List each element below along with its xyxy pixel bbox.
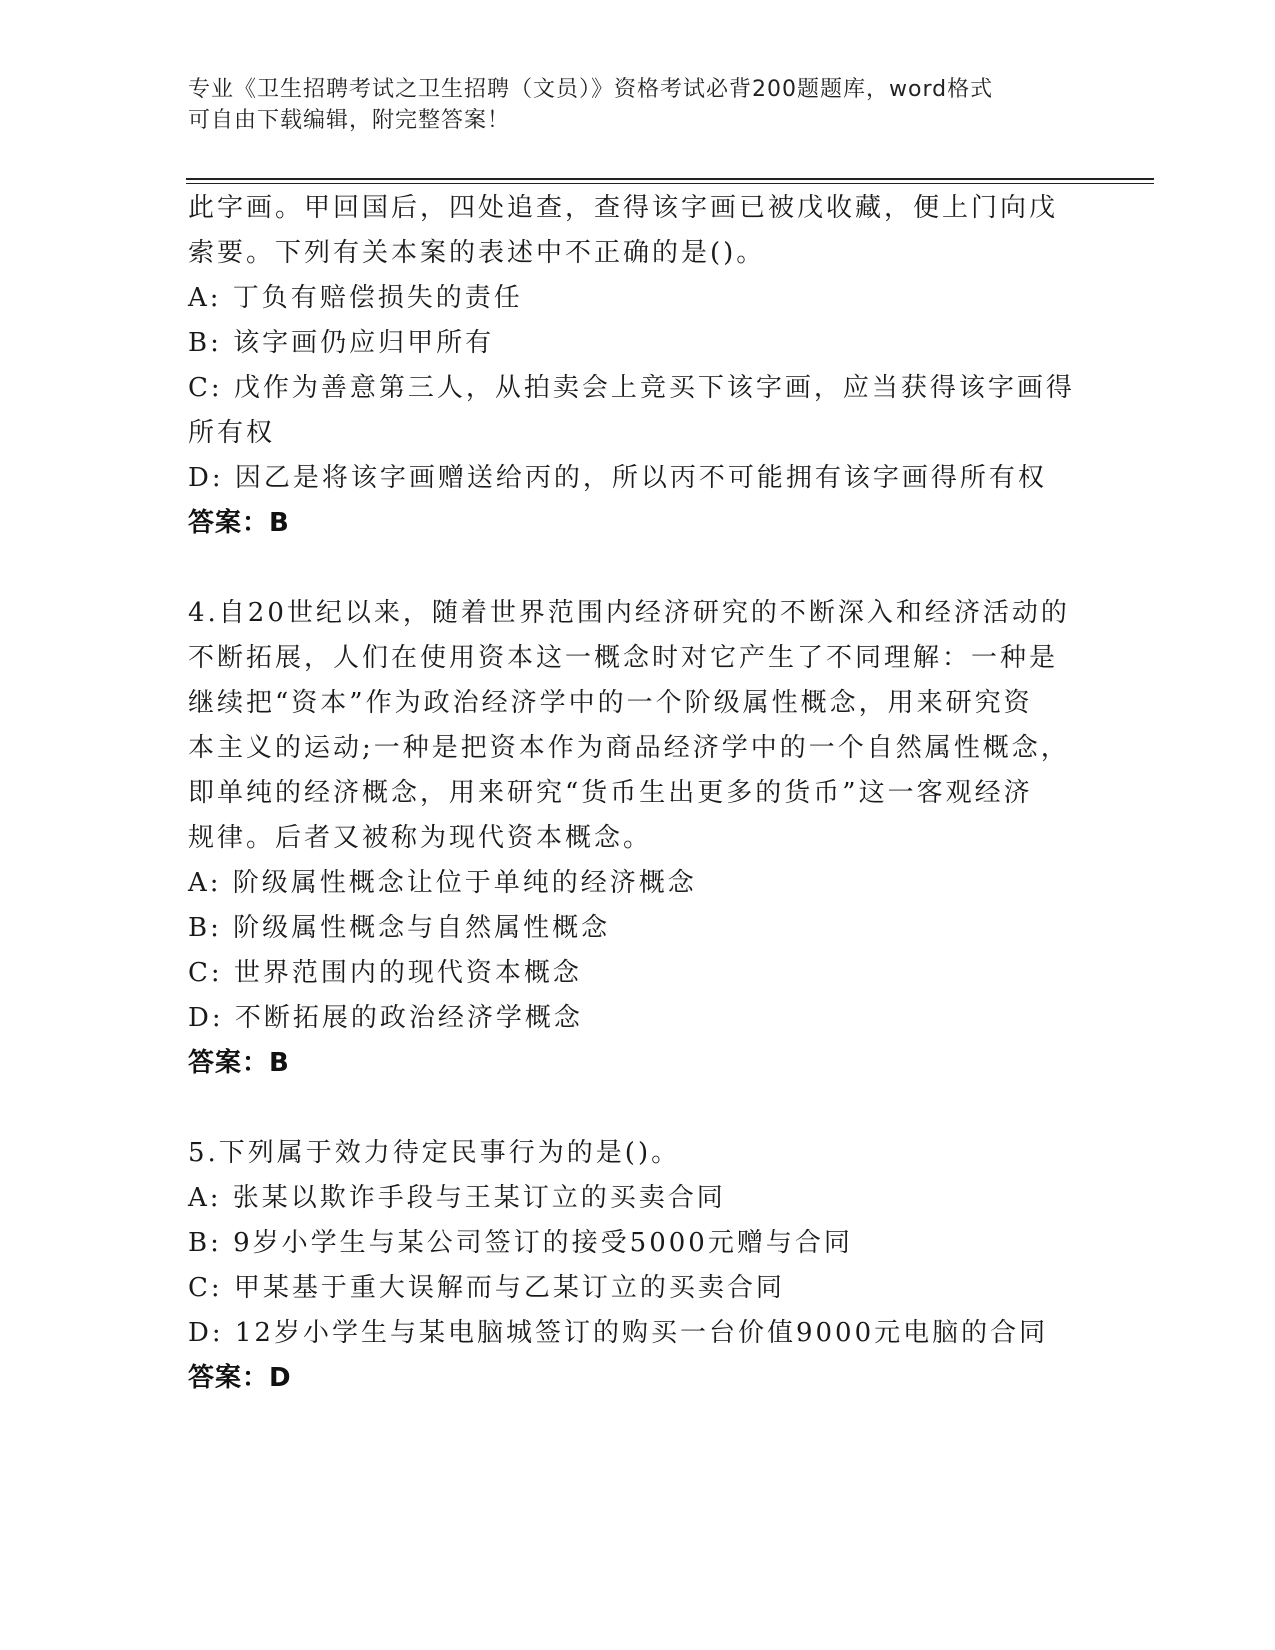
question-stem-line: 4.自20世纪以来，随着世界范围内经济研究的不断深入和经济活动的 [188, 598, 1070, 628]
question-stem-line: 此字画。甲回国后，四处追查，查得该字画已被戊收藏，便上门向戊 [188, 193, 1059, 223]
question-stem-line: 本主义的运动;一种是把资本作为商品经济学中的一个自然属性概念， [188, 733, 1070, 763]
answer-label: 答案：B [188, 1048, 290, 1078]
option-b: B: 该字画仍应归甲所有 [188, 328, 495, 358]
question-3 [188, 186, 1088, 546]
question-stem-line: 索要。下列有关本案的表述中不正确的是()。 [188, 238, 766, 268]
spacer [188, 1086, 1088, 1131]
question-5 [188, 1131, 1088, 1401]
header-rule-thin [186, 183, 1154, 184]
question-stem-line: 规律。后者又被称为现代资本概念。 [188, 823, 653, 853]
document-header [188, 74, 1088, 136]
answer-label: 答案：D [188, 1363, 292, 1393]
option-d: D: 12岁小学生与某电脑城签订的购买一台价值9000元电脑的合同 [188, 1318, 1049, 1348]
option-b: B: 9岁小学生与某公司签订的接受5000元赠与合同 [188, 1228, 853, 1258]
question-stem-line: 不断拓展，人们在使用资本这一概念时对它产生了不同理解：一种是 [188, 643, 1059, 673]
option-c: C: 戊作为善意第三人，从拍卖会上竞买下该字画，应当获得该字画得 [188, 373, 1075, 403]
question-4 [188, 591, 1088, 1086]
option-d: D: 不断拓展的政治经济学概念 [188, 1003, 583, 1033]
option-a: A: 阶级属性概念让位于单纯的经济概念 [188, 868, 697, 898]
option-b: B: 阶级属性概念与自然属性概念 [188, 913, 611, 943]
answer-label: 答案：B [188, 508, 290, 538]
question-stem-line: 继续把“资本”作为政治经济学中的一个阶级属性概念，用来研究资 [188, 688, 1033, 718]
option-a: A: 丁负有赔偿损失的责任 [188, 283, 523, 313]
option-c-continued: 所有权 [188, 418, 276, 448]
header-rule-thick [186, 178, 1154, 180]
question-stem-line: 5.下列属于效力待定民事行为的是()。 [188, 1138, 681, 1168]
option-d: D: 因乙是将该字画赠送给丙的，所以丙不可能拥有该字画得所有权 [188, 463, 1047, 493]
spacer [188, 546, 1088, 591]
document-body [188, 186, 1088, 1401]
option-a: A: 张某以欺诈手段与王某订立的买卖合同 [188, 1183, 726, 1213]
option-c: C: 甲某基于重大误解而与乙某订立的买卖合同 [188, 1273, 785, 1303]
header-line-1: 专业《卫生招聘考试之卫生招聘（文员）》资格考试必背200题题库，word格式 [188, 77, 994, 102]
header-line-2: 可自由下载编辑，附完整答案！ [188, 108, 511, 133]
option-c: C: 世界范围内的现代资本概念 [188, 958, 582, 988]
question-stem-line: 即单纯的经济概念，用来研究“货币生出更多的货币”这一客观经济 [188, 778, 1033, 808]
